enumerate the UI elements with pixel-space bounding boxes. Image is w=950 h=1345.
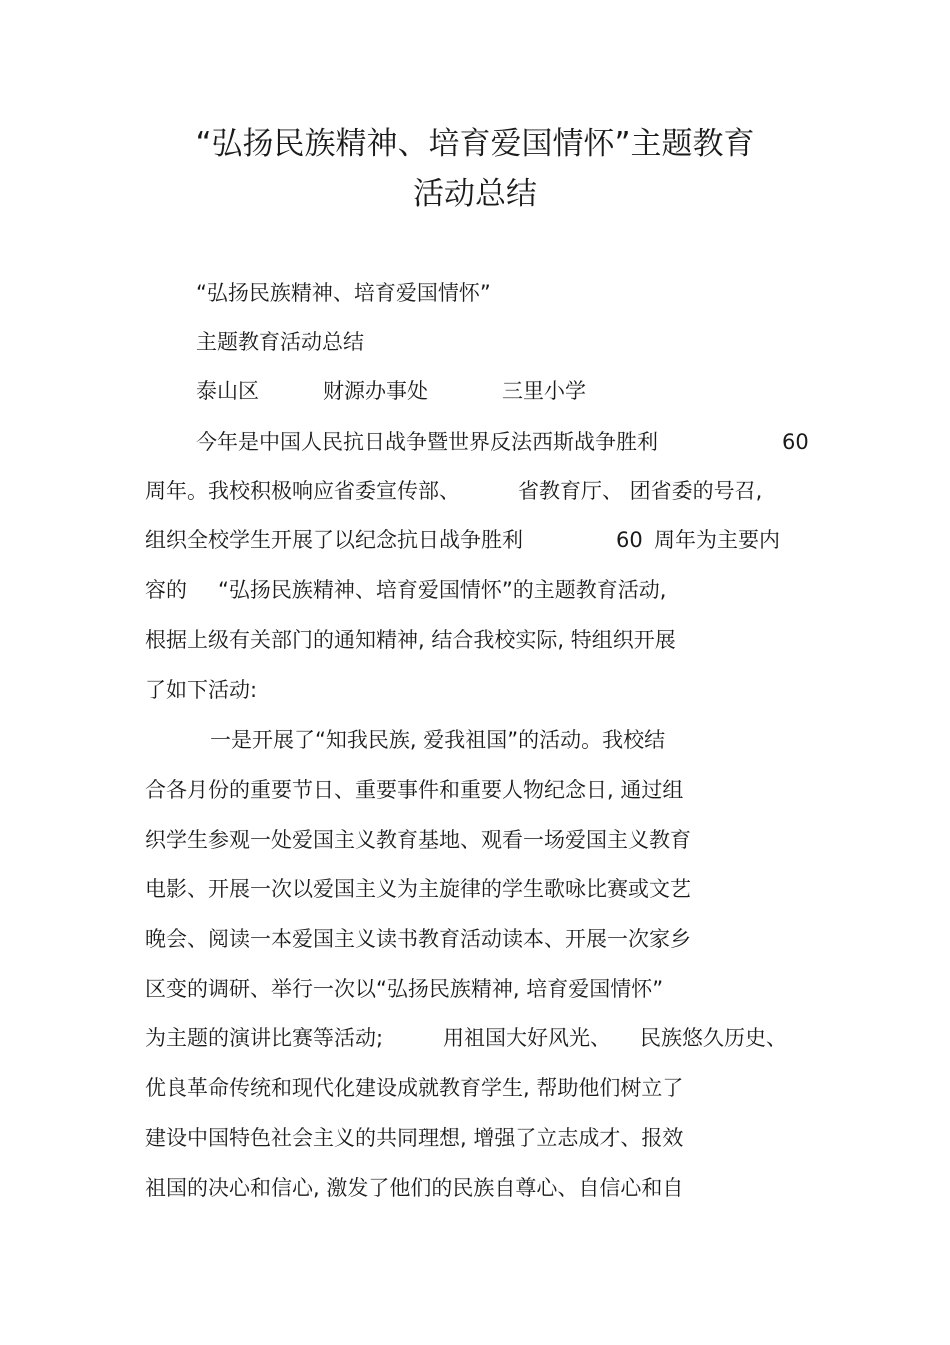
para1-line-1-text: 今年是中国人民抗日战争暨世界反法西斯战争胜利 bbox=[196, 430, 658, 454]
author-office: 财源办事处 bbox=[323, 379, 428, 403]
document-title-line-1: “弘扬民族精神、培育爱国情怀”主题教育 bbox=[195, 126, 755, 162]
para1-line-4b: “弘扬民族精神、培育爱国情怀”的主题教育活动, bbox=[218, 578, 667, 602]
para2-line-7b: 用祖国大好风光、 bbox=[443, 1026, 611, 1050]
para2-line-10: 祖国的决心和信心, 激发了他们的民族自尊心、自信心和自 bbox=[145, 1176, 684, 1200]
para2-line-7c: 民族悠久历史、 bbox=[640, 1026, 787, 1050]
para2-line-8: 优良革命传统和现代化建设成就教育学生, 帮助他们树立了 bbox=[145, 1076, 684, 1100]
para2-line-1: 一是开展了“知我民族, 爱我祖国”的活动。我校结 bbox=[210, 728, 666, 752]
para1-line-1-number: 60 bbox=[782, 430, 809, 454]
document-title-line-2: 活动总结 bbox=[413, 176, 537, 212]
subtitle-line-1: “弘扬民族精神、培育爱国情怀” bbox=[196, 281, 491, 305]
para1-line-2a: 周年。我校积极响应省委宣传部、 bbox=[145, 479, 460, 503]
para1-line-4a: 容的 bbox=[145, 578, 187, 602]
author-district: 泰山区 bbox=[196, 379, 259, 403]
para1-line-2b: 省教育厅、 团省委的号召, bbox=[518, 479, 763, 503]
para2-line-5: 晚会、阅读一本爱国主义读书教育活动读本、开展一次家乡 bbox=[145, 927, 691, 951]
para2-line-9: 建设中国特色社会主义的共同理想, 增强了立志成才、报效 bbox=[145, 1126, 684, 1150]
para1-line-6: 了如下活动: bbox=[145, 678, 258, 702]
para2-line-7a: 为主题的演讲比赛等活动; bbox=[145, 1026, 384, 1050]
para1-line-3b: 周年为主要内 bbox=[654, 528, 780, 552]
subtitle-line-2: 主题教育活动总结 bbox=[196, 330, 364, 354]
para2-line-2: 合各月份的重要节日、重要事件和重要人物纪念日, 通过组 bbox=[145, 778, 684, 802]
para1-line-3-number: 60 bbox=[616, 528, 643, 552]
para2-line-4: 电影、开展一次以爱国主义为主旋律的学生歌咏比赛或文艺 bbox=[145, 877, 691, 901]
para1-line-3a: 组织全校学生开展了以纪念抗日战争胜利 bbox=[145, 528, 523, 552]
para2-line-6: 区变的调研、举行一次以“弘扬民族精神, 培育爱国情怀” bbox=[145, 977, 664, 1001]
para1-line-5: 根据上级有关部门的通知精神, 结合我校实际, 特组织开展 bbox=[145, 628, 676, 652]
para2-line-3: 织学生参观一处爱国主义教育基地、观看一场爱国主义教育 bbox=[145, 828, 691, 852]
author-school: 三里小学 bbox=[502, 379, 586, 403]
